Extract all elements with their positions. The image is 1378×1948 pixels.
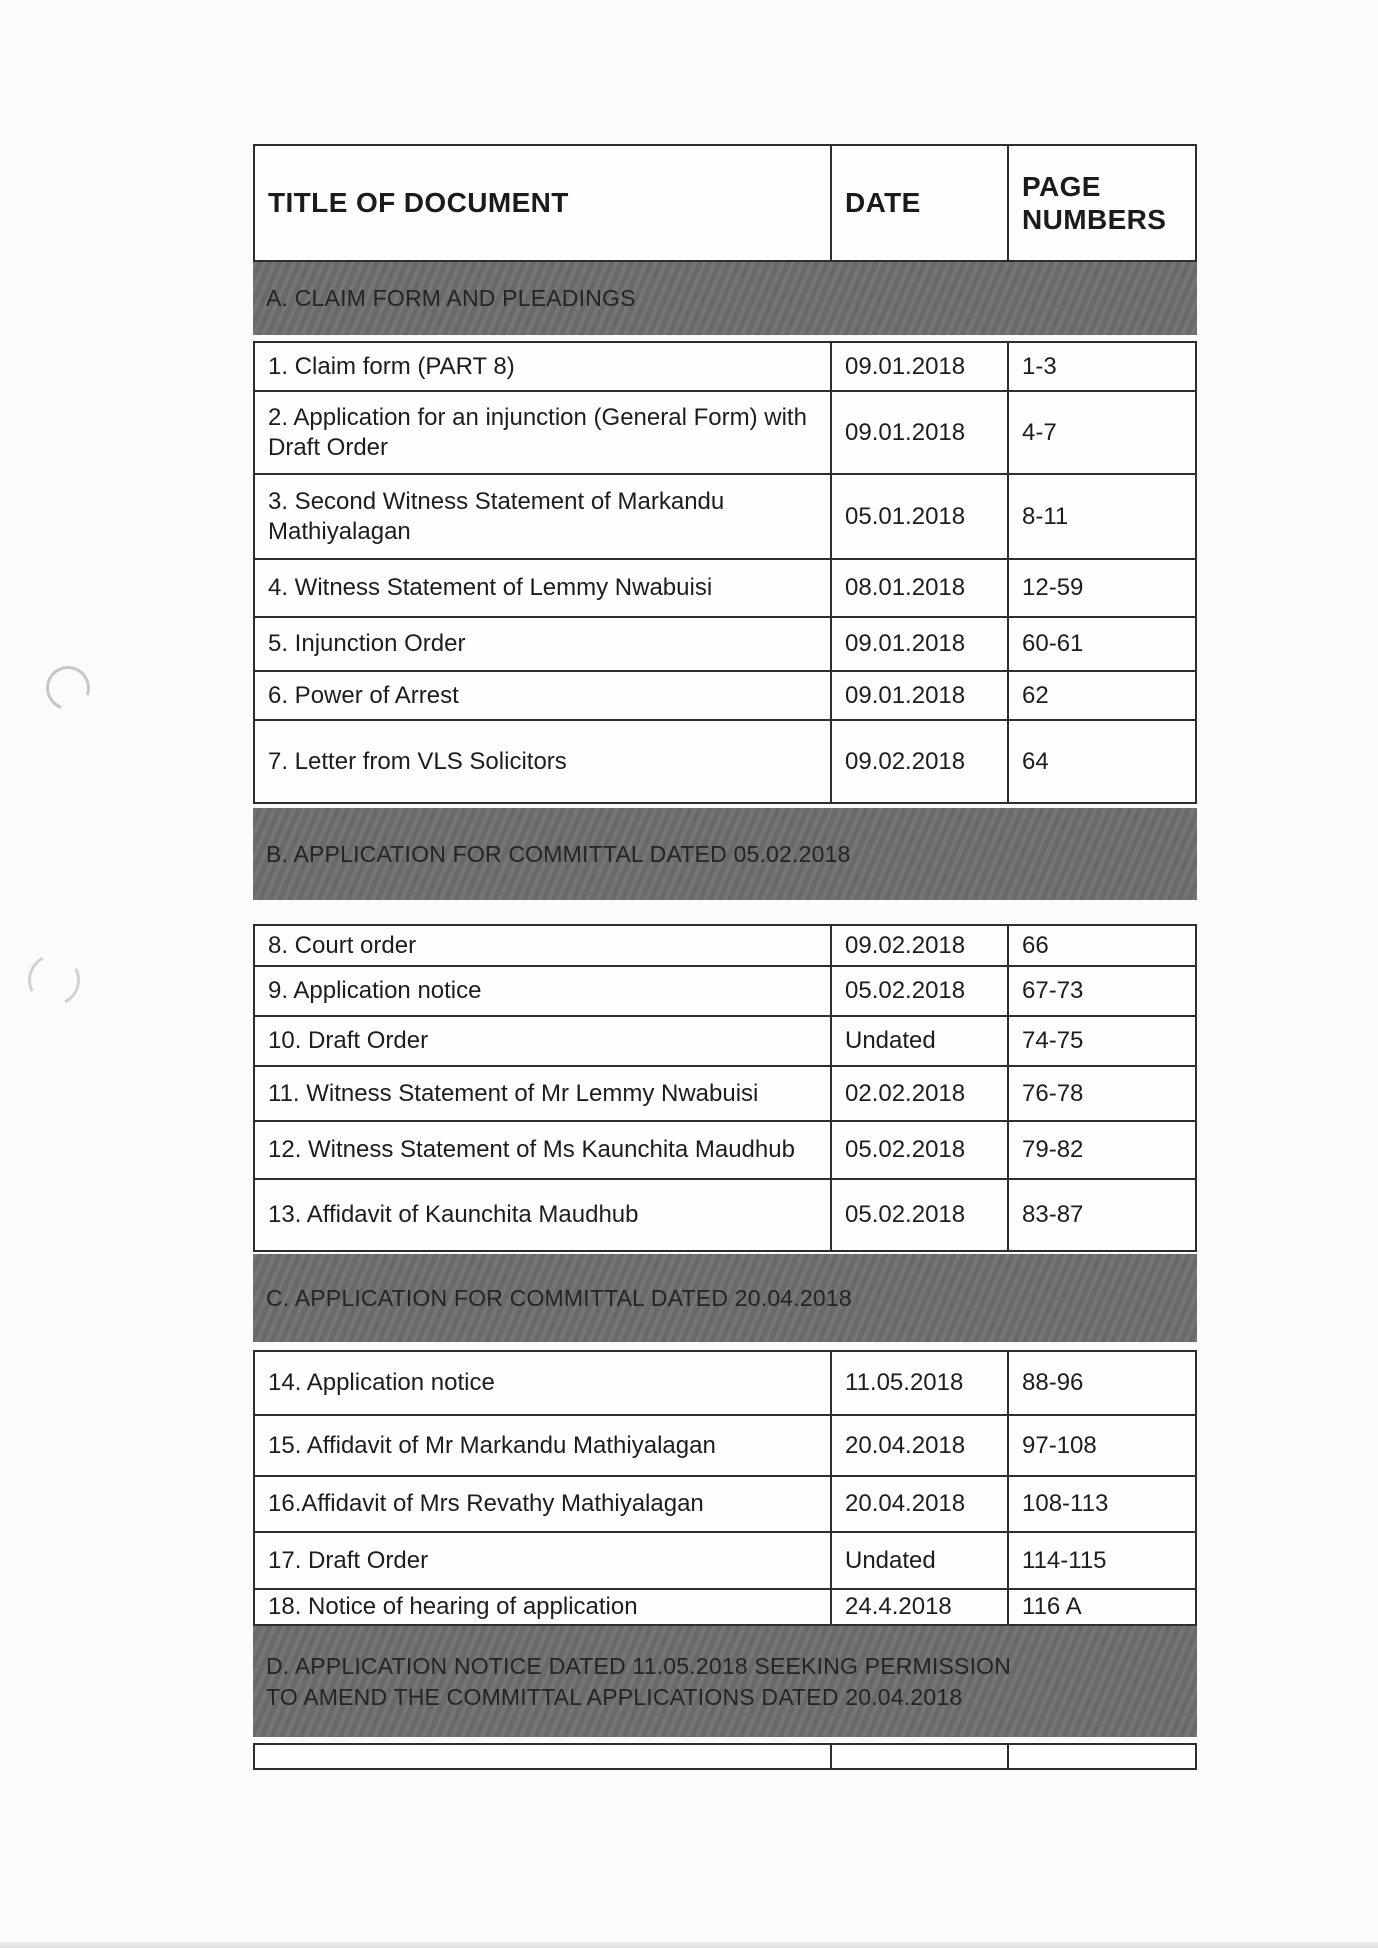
doc-title-cell [255,1416,830,1475]
section-heading-row [253,1254,1197,1342]
date-value: 09.01.2018 [845,352,966,380]
date-cell [830,1416,1007,1475]
table-row [253,1350,1197,1416]
table-row [253,1416,1197,1477]
title-value: 14. Application notice [268,1369,495,1396]
doc-title-cell [255,475,830,558]
title-value: 2. Application for an injunction (General Form) with Draft Order [268,403,807,461]
doc-title-cell [255,1067,830,1120]
date-value: Undated [845,1027,936,1054]
pages-cell [1007,392,1195,473]
date-value: 05.02.2018 [845,1201,966,1228]
pages-cell [1007,560,1195,616]
table-row [253,1067,1197,1122]
date-value: 09.01.2018 [845,630,966,657]
date-cell [830,926,1007,965]
date-value: 20.04.2018 [845,1431,966,1459]
hole-punch-mark [21,947,87,1013]
header-title-of-document: TITLE OF DOCUMENT [268,187,569,219]
section-heading-line: D. APPLICATION NOTICE DATED 11.05.2018 SEEKING PERMISSION [266,1652,1012,1679]
pages-value: 97-108 [1022,1431,1097,1459]
pages-cell [1007,343,1195,390]
empty-cell [255,1745,830,1768]
title-value: 7. Letter from VLS Solicitors [268,747,567,775]
doc-title-cell [255,1017,830,1065]
date-cell [830,343,1007,390]
title-value: 5. Injunction Order [268,630,466,657]
doc-title-cell [255,392,830,473]
title-value: 9. Application notice [268,977,482,1004]
doc-title-cell [255,560,830,616]
doc-title-cell [255,1477,830,1531]
section-heading-label: B. APPLICATION FOR COMMITTAL DATED 05.02.2018 [266,840,851,867]
date-value: 09.01.2018 [845,418,966,446]
pages-cell [1007,926,1195,965]
doc-title-cell [255,343,830,390]
table-row [253,967,1197,1017]
hole-punch-mark [39,659,97,717]
pages-value: 114-115 [1022,1546,1107,1574]
date-value: 09.02.2018 [845,931,966,959]
table-row [253,721,1197,804]
section-heading-label: A. CLAIM FORM AND PLEADINGS [266,285,636,312]
date-cell [830,1533,1007,1588]
doc-title-cell [255,1590,830,1624]
date-cell [830,475,1007,558]
scan-edge-artifact [0,1942,1378,1948]
pages-value: 64 [1022,747,1049,775]
doc-title-cell [255,1122,830,1178]
doc-title-cell [255,1533,830,1588]
header-page-numbers: PAGE NUMBERS [1007,146,1195,260]
table-row [253,1180,1197,1252]
empty-cell [1007,1745,1195,1768]
pages-cell [1007,1352,1195,1414]
pages-cell [1007,1122,1195,1178]
pages-value: 1-3 [1022,352,1057,380]
date-cell [830,967,1007,1015]
doc-title-cell [255,618,830,670]
table-row [253,1122,1197,1180]
pages-cell [1007,672,1195,719]
date-value: 09.02.2018 [845,747,966,775]
doc-title-cell [255,926,830,965]
pages-value: 83-87 [1022,1201,1084,1228]
date-value: 05.02.2018 [845,1136,966,1163]
pages-value: 66 [1022,931,1049,959]
empty-cell [830,1745,1007,1768]
doc-title-cell [255,1180,830,1250]
section-heading-line: TO AMEND THE COMMITTAL APPLICATIONS DATED 20.04.2018 [266,1683,963,1710]
date-cell [830,560,1007,616]
section-heading-label: C. APPLICATION FOR COMMITTAL DATED 20.04.2018 [266,1284,852,1311]
table-row [253,672,1197,721]
date-cell [830,721,1007,802]
pages-cell [1007,618,1195,670]
date-cell [830,1180,1007,1250]
table-row [253,560,1197,618]
date-value: 05.01.2018 [845,502,966,530]
date-cell [830,1017,1007,1065]
date-cell [830,1067,1007,1120]
table-row [253,1477,1197,1533]
table-row [253,1017,1197,1067]
title-value: 1. Claim form (PART 8) [268,352,515,380]
date-value: 24.4.2018 [845,1593,952,1620]
date-cell [830,618,1007,670]
title-value: 10. Draft Order [268,1027,429,1054]
table-row [253,392,1197,475]
doc-title-cell [255,967,830,1015]
pages-value: 67-73 [1022,977,1084,1004]
pages-cell [1007,721,1195,802]
pages-value: 88-96 [1022,1369,1084,1396]
table-header-row [253,144,1197,262]
date-cell [830,1352,1007,1414]
empty-row [253,1743,1197,1770]
table-row [253,475,1197,560]
date-value: 20.04.2018 [845,1490,966,1517]
pages-cell [1007,1416,1195,1475]
pages-value: 8-11 [1022,502,1069,530]
date-value: Undated [845,1546,936,1574]
table-row [253,1533,1197,1590]
title-value: 16.Affidavit of Mrs Revathy Mathiyalagan [268,1490,704,1517]
pages-value: 4-7 [1022,418,1057,446]
pages-value: 62 [1022,681,1049,709]
pages-cell [1007,475,1195,558]
table-body [253,262,1197,1770]
index-table [253,144,1197,1770]
date-cell [830,392,1007,473]
title-value: 15. Affidavit of Mr Markandu Mathiyalagan [268,1431,716,1459]
pages-cell [1007,1017,1195,1065]
date-cell [830,1590,1007,1624]
pages-cell [1007,1477,1195,1531]
title-value: 3. Second Witness Statement of Markandu Mathiyalagan [268,487,725,545]
date-cell [830,1122,1007,1178]
doc-title-cell [255,1352,830,1414]
title-value: 6. Power of Arrest [268,681,459,709]
table-row [253,618,1197,672]
title-value: 17. Draft Order [268,1546,429,1574]
pages-value: 60-61 [1022,630,1084,657]
pages-cell [1007,1590,1195,1624]
pages-cell [1007,1067,1195,1120]
date-value: 11.05.2018 [845,1369,964,1396]
pages-cell [1007,967,1195,1015]
date-value: 02.02.2018 [845,1079,966,1107]
pages-value: 74-75 [1022,1027,1084,1054]
date-cell [830,1477,1007,1531]
date-value: 09.01.2018 [845,681,966,709]
pages-cell [1007,1180,1195,1250]
section-heading-row [253,262,1197,335]
table-row [253,341,1197,392]
header-date: DATE [830,146,1007,260]
section-heading-row [253,808,1197,900]
date-value: 08.01.2018 [845,574,966,601]
pages-value: 108-113 [1022,1490,1109,1517]
title-value: 18. Notice of hearing of application [268,1593,638,1620]
date-value: 05.02.2018 [845,977,966,1004]
pages-value: 12-59 [1022,574,1084,601]
title-value: 12. Witness Statement of Ms Kaunchita Maudhub [268,1136,795,1163]
section-heading-row [253,1626,1197,1737]
date-cell [830,672,1007,719]
pages-value: 79-82 [1022,1136,1084,1163]
doc-title-cell [255,672,830,719]
table-row [253,924,1197,967]
title-value: 11. Witness Statement of Mr Lemmy Nwabuisi [268,1079,759,1107]
doc-title-cell [255,721,830,802]
title-value: 13. Affidavit of Kaunchita Maudhub [268,1201,639,1228]
table-row [253,1590,1197,1626]
title-value: 8. Court order [268,931,417,959]
pages-value: 116 A [1022,1593,1082,1620]
pages-cell [1007,1533,1195,1588]
title-value: 4. Witness Statement of Lemmy Nwabuisi [268,574,713,601]
pages-value: 76-78 [1022,1079,1084,1107]
